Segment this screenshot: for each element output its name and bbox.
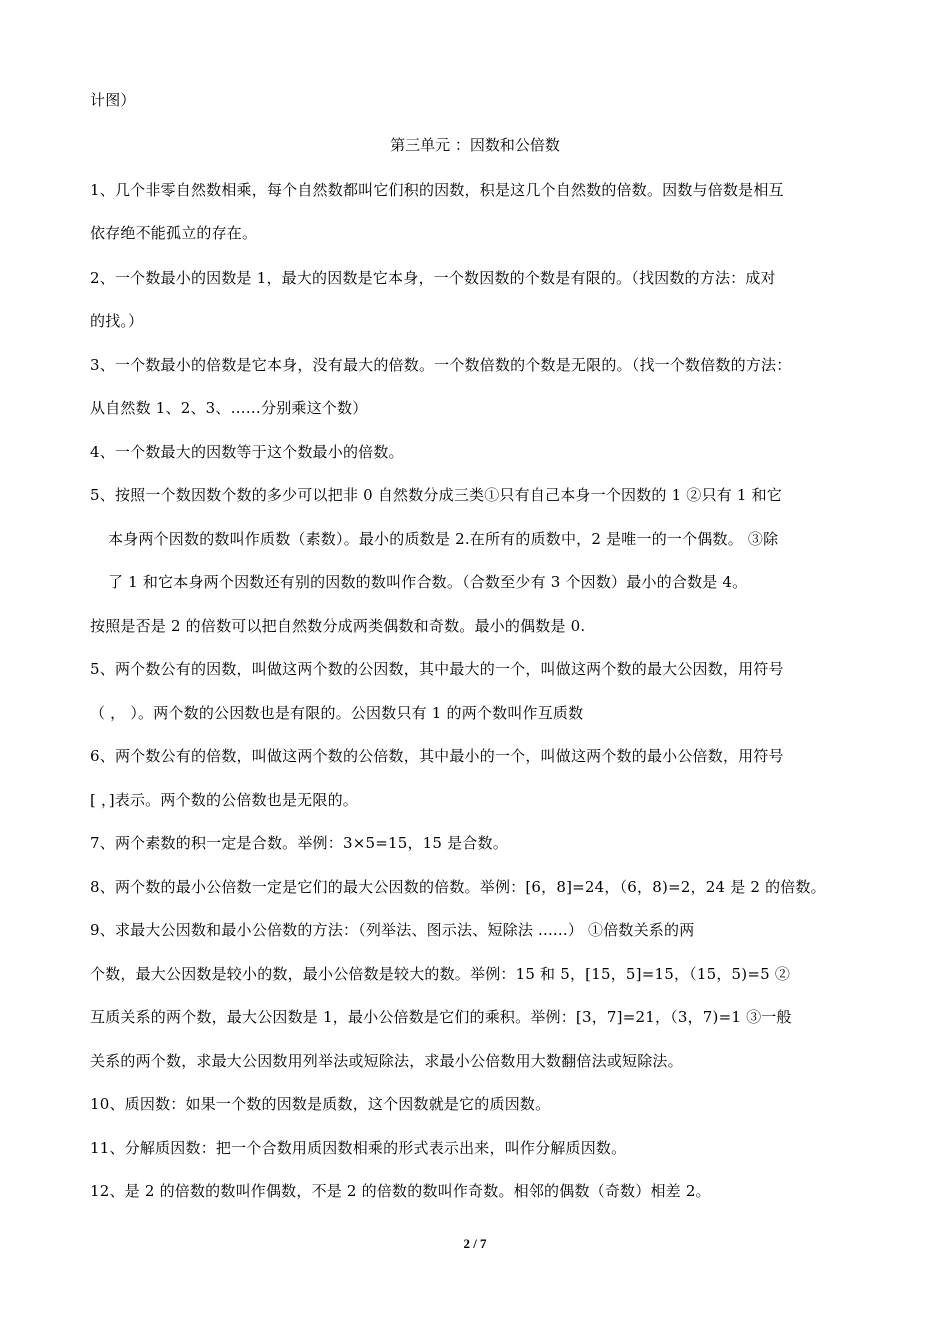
text-line: 10、质因数：如果一个数的因数是质数，这个因数就是它的质因数。: [90, 1095, 551, 1113]
text-line: 2、一个数最小的因数是 1，最大的因数是它本身，一个数因数的个数是有限的。（找因数的方法：成对: [90, 269, 776, 287]
text-line: 个数，最大公因数是较小的数，最小公倍数是较大的数。举例：15 和 5，[15，5]=15，（15，5)=5 ②: [90, 965, 791, 983]
text-line: 从自然数 1、2、3、……分别乘这个数）: [90, 399, 368, 417]
text-line: 12、是 2 的倍数的数叫作偶数，不是 2 的倍数的数叫作奇数。相邻的偶数（奇数）相差 2。: [90, 1182, 711, 1200]
text-line: 的找。）: [90, 312, 144, 330]
text-line: 了 1 和它本身两个因数还有别的因数的数叫作合数。（合数至少有 3 个因数）最小的合数是 4。: [108, 573, 748, 591]
text-line: 依存绝不能孤立的存在。: [90, 224, 258, 242]
text-line: 8、两个数的最小公倍数一定是它们的最大公因数的倍数。举例：[6，8]=24，（6，8)=2，24 是 2 的倍数。: [90, 878, 826, 896]
text-line: 按照是否是 2 的倍数可以把自然数分成两类偶数和奇数。最小的偶数是 0.: [90, 617, 586, 635]
text-line: 9、求最大公因数和最小公倍数的方法：（列举法、图示法、短除法 ......） ①倍数关系的两: [90, 921, 695, 939]
text-line: 11、分解质因数：把一个合数用质因数相乘的形式表示出来，叫作分解质因数。: [90, 1139, 627, 1157]
text-line: 5、按照一个数因数个数的多少可以把非 0 自然数分成三类①只有自己本身一个因数的 1 ②只有 1 和它: [90, 486, 782, 504]
text-line: 7、两个素数的积一定是合数。举例：3×5=15，15 是合数。: [90, 834, 508, 852]
text-line: 6、两个数公有的倍数，叫做这两个数的公倍数，其中最小的一个，叫做这两个数的最小公倍数，用符号: [90, 747, 784, 765]
text-line: 1、几个非零自然数相乘，每个自然数都叫它们积的因数，积是这几个自然数的倍数。因数与倍数是相互: [90, 181, 784, 199]
page-number: 2 / 7: [463, 1236, 487, 1251]
text-line: （ ， ）。两个数的公因数也是有限的。公因数只有 1 的两个数叫作互质数: [90, 704, 584, 722]
text-line: 关系的两个数，求最大公因数用列举法或短除法，求最小公倍数用大数翻倍法或短除法。: [90, 1052, 683, 1070]
text-line: 4、一个数最大的因数等于这个数最小的倍数。: [90, 443, 404, 461]
section-title: 第三单元 ：因数和公倍数: [390, 136, 560, 154]
text-line: 本身两个因数的数叫作质数（素数）。最小的质数是 2.在所有的质数中，2 是唯一的一个偶数。 ③除: [108, 530, 779, 548]
text-line: 5、两个数公有的因数，叫做这两个数的公因数，其中最大的一个，叫做这两个数的最大公因数，用符号: [90, 660, 784, 678]
text-line: 3、一个数最小的倍数是它本身，没有最大的倍数。一个数倍数的个数是无限的。（找一个数倍数的方法：: [90, 356, 792, 374]
text-line: [ ，]表示。两个数的公倍数也是无限的。: [90, 791, 358, 809]
header-fragment: 计图）: [90, 91, 136, 109]
text-line: 互质关系的两个数，最大公因数是 1，最小公倍数是它们的乘积。举例：[3，7]=21，（3，7)=1 ③一般: [90, 1008, 792, 1026]
